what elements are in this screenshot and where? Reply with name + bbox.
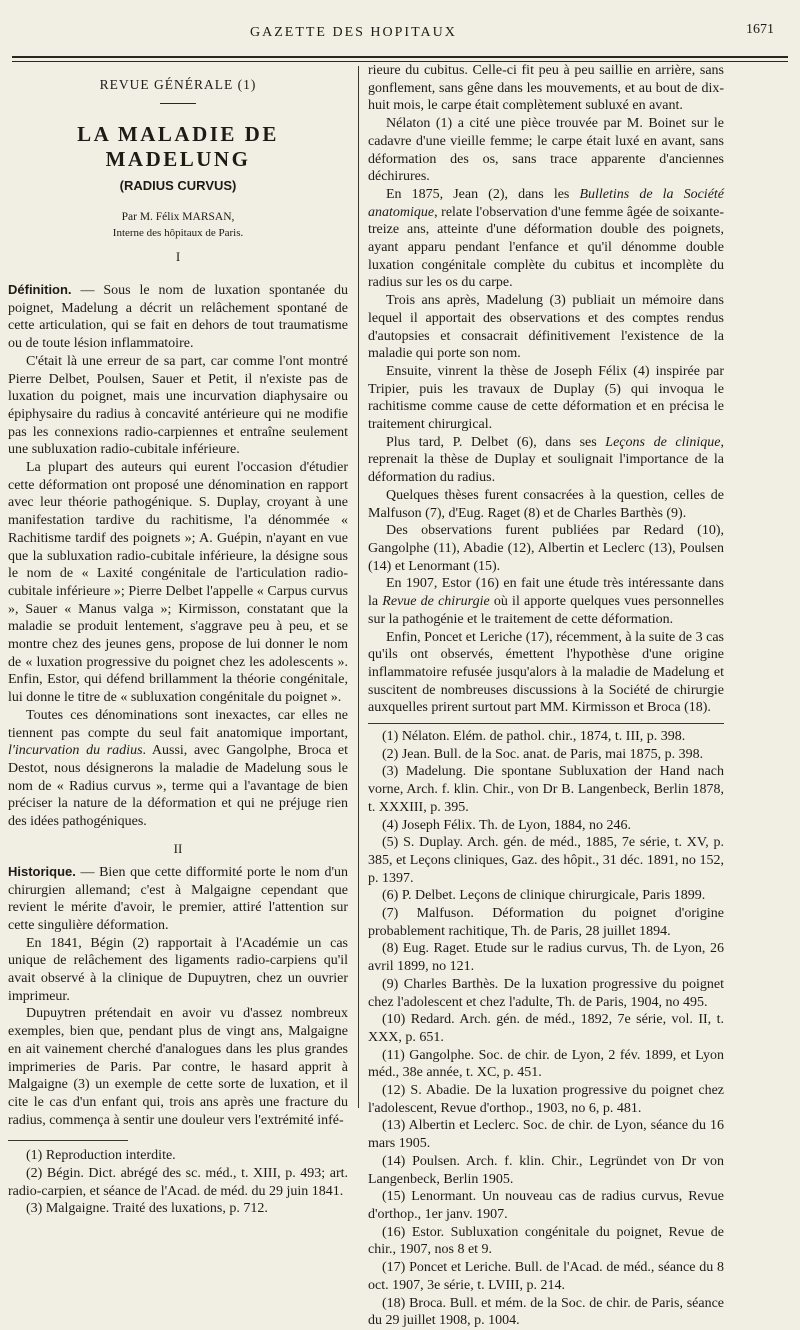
paragraph: Ensuite, vinrent la thèse de Joseph Félix (4) inspirée par Tripier, puis les travaux de Duplay (5) qui invoqua le rachitisme comme cause de cette déformation et en précisa le traitement chirurgical.	[368, 363, 724, 433]
footnote: (18) Broca. Bull. et mém. de la Soc. de chir. de Paris, séance du 29 juillet 1908, p. 1004.	[368, 1295, 724, 1329]
paragraph: Dupuytren prétendait en avoir vu d'assez nombreux exemples, bien que, pendant plus de vingt ans, Malgaigne en ait vainement cherché d'analogues dans les plus grandes imprimeries de Paris. Par contre, le hasard apprit à Malgaigne (3) un exemple de cette sorte de luxation, et il cite le cas d'un enfant qui, trois ans après une fracture du radius, commença à sentir une douleur vers l'extrémité infé-	[8, 1006, 348, 1128]
page-header	[0, 22, 800, 44]
footnote: (5) S. Duplay. Arch. gén. de méd., 1885, 7e série, t. XV, p. 385, et Leçons cliniques, Gaz. des hôpit., 31 déc. 1891, no 152, p. 1397.	[368, 835, 724, 886]
footnote: (12) S. Abadie. De la luxation progressive du poignet chez l'adolescent, Revue d'orthop., 1903, no 6, p. 481.	[368, 1083, 724, 1116]
footnotes-left	[8, 1147, 348, 1218]
paragraph: La plupart des auteurs qui eurent l'occasion d'étudier cette déformation ont proposé une dénomination en rapport avec leur théorie pathogénique. S. Duplay, croyant à une manifestation tardive du rachitisme, l'a dénommée « Rachitisme tardif des poignets »; A. Guépin, n'ayant en vue que la subluxation radio-cubitale inférieure, la désigne sous le nom de « Laxité congénitale de l'articulation radio-cubitale inférieure »; Pierre Delbet l'appelle « Carpus curvus », Sauer « Manus valga »; Kirmisson, constatant que la maladie se produit lentement, s'aggrave peu à peu, et se montre chez des jeunes gens, propose de lui donner le nom de « luxation progressive du poignet chez les adolescents ». Enfin, Estor, qui défend brillamment la théorie congénitale, lui donne le titre de « subluxation congénitale du poignet ».	[8, 460, 348, 706]
column-divider	[358, 66, 359, 1108]
paragraph: En 1841, Bégin (2) rapportait à l'Académie un cas unique de relâchement des ligaments radio-carpiens qu'il avait observé à la clinique de Dupuytren, chez un ouvrier imprimeur.	[8, 935, 348, 1004]
footnote: (6) P. Delbet. Leçons de clinique chirurgicale, Paris 1899.	[382, 888, 706, 904]
footnote: (11) Gangolphe. Soc. de chir. de Lyon, 2 fév. 1899, et Lyon méd., 38e année, t. XC, p. 451.	[368, 1047, 724, 1081]
paragraph: Enfin, Poncet et Leriche (17), récemment, à la suite de 3 cas qu'ils ont observés, émettent l'hypothèse d'une origine inflammatoire refusée jusqu'alors à la maladie de Madelung et suscitent de nombreuses discussions à la Société de chirurgie auxquelles prirent surtout part MM. Kirmisson et Broca (18).	[368, 629, 724, 716]
part-one-numeral: I	[175, 249, 181, 264]
footnote: (3) Madelung. Die spontane Subluxation der Hand nach vorne, Arch. f. klin. Chir., von Dr B. Langenbeck, Berlin 1878, t. XXXIII, p. 395.	[368, 764, 724, 815]
paragraph: En 1875, Jean (2), dans les Bulletins de la Société anatomique, relate l'observation d'une femme âgée de soixante-treize ans, atteinte d'une déformation double des poignets, ayant apparu pendant l'enfance et qu'il dénomme double luxation congénitale complète du cubitus et incomplète du radius sur les os du carpe.	[368, 186, 725, 291]
footnote: (17) Poncet et Leriche. Bull. de l'Acad. de méd., séance du 8 oct. 1907, 3e série, t. LVIII, p. 214.	[368, 1260, 724, 1293]
title-divider	[160, 103, 196, 104]
footnote: (10) Redard. Arch. gén. de méd., 1892, 7e série, vol. II, t. XXX, p. 651.	[368, 1012, 724, 1045]
paragraph: Trois ans après, Madelung (3) publiait un mémoire dans lequel il apportait des observations et des comptes rendus d'autopsies et consacrait définitivement l'existence de la maladie qui porte son nom.	[368, 293, 724, 362]
page-number: 1671	[746, 22, 774, 37]
author-affiliation: Interne des hôpitaux de Paris.	[112, 227, 244, 239]
footnote: (13) Albertin et Leclerc. Soc. de chir. de Lyon, séance du 16 mars 1905.	[368, 1118, 724, 1152]
paragraph: Toutes ces dénominations sont inexactes, car elles ne tiennent pas compte du seul fait anatomique important, l'incurvation du radius. Aussi, avec Gangolphe, Broca et Destot, nous désignerons la maladie de Madelung sous le nom de « Radius curvus », terme qui a l'avantage de bien préciser la nature de la déformation et qui ne préjuge rien des idées pathogéniques.	[8, 707, 348, 830]
footnotes-right	[368, 728, 724, 1330]
article-title: LA MALADIE DE MADELUNG	[77, 122, 279, 171]
running-title: GAZETTE DES HOPITAUX	[250, 25, 457, 40]
paragraph: Des observations furent publiées par Redard (10), Gangolphe (11), Abadie (12), Albertin et Leclerc (13), Poulsen (14) et Lenormant (15).	[368, 523, 724, 574]
left-column	[8, 66, 348, 1218]
article-subtitle: (RADIUS CURVUS)	[119, 178, 237, 193]
footnote: (7) Malfuson. Déformation du poignet d'origine probablement rachitique, Th. de Paris, 28 juillet 1894.	[368, 906, 724, 939]
footnote: (4) Joseph Félix. Th. de Lyon, 1884, no 246.	[382, 817, 632, 833]
paragraph: Quelques thèses furent consacrées à la question, celles de Malfuson (7), d'Eug. Raget (8) et de Charles Barthès (9).	[368, 487, 724, 521]
right-column	[368, 62, 724, 1330]
footnote: (2) Bégin. Dict. abrégé des sc. méd., t. XIII, p. 493; art. radio-carpien, et séance de l'Acad. de méd. du 29 juin 1841.	[8, 1166, 348, 1199]
paragraph: Plus tard, P. Delbet (6), dans ses Leçons de clinique, reprenait la thèse de Duplay et soulignait l'importance de la déformation du radius.	[368, 434, 724, 486]
footnote: (1) Nélaton. Elém. de pathol. chir., 1874, t. III, p. 398.	[382, 729, 686, 745]
footnote: (15) Lenormant. Un nouveau cas de radius curvus, Revue d'orthop., 1er janv. 1907.	[368, 1189, 724, 1222]
footnote: (14) Poulsen. Arch. f. klin. Chir., Legründet von Dr von Langenbeck, Berlin 1905.	[368, 1153, 724, 1187]
footnote: (2) Jean. Bull. de la Soc. anat. de Paris, mai 1875, p. 398.	[382, 746, 704, 762]
footnote-rule	[368, 723, 724, 724]
paragraph: En 1907, Estor (16) en fait une étude très intéressante dans la Revue de chirurgie où il apporte quelques vues personnelles sur la pathogénie et le traitement de cette déformation.	[368, 576, 724, 627]
header-rule-thick	[12, 56, 788, 58]
footnote: (9) Charles Barthès. De la luxation progressive du poignet chez l'adolescent et chez l'adulte, Th. de Paris, 1904, no 495.	[368, 976, 724, 1010]
footnote: (1) Reproduction interdite.	[26, 1148, 176, 1164]
footnote: (3) Malgaigne. Traité des luxations, p. 712.	[26, 1201, 268, 1217]
paragraph: Nélaton (1) a cité une pièce trouvée par M. Boinet sur le cadavre d'une vieille femme; le carpe était luxé en avant, sans déformation des os, sans trace apparente d'anciennes déchirures.	[368, 116, 724, 185]
section-label: REVUE GÉNÉRALE (1)	[99, 77, 257, 92]
paragraph-definition: Définition. — Sous le nom de luxation spontanée du poignet, Madelung a décrit un relâchement spontané de cette articulation, qui se fait en dehors de tout traumatisme ou de toute lésion inflammatoire.	[8, 282, 348, 352]
footnote: (8) Eug. Raget. Etude sur le radius curvus, Th. de Lyon, 26 avril 1899, no 121.	[368, 941, 724, 975]
footnote-rule	[8, 1140, 128, 1141]
paragraph: C'était là une erreur de sa part, car comme l'ont montré Pierre Delbet, Poulsen, Sauer et Petit, il n'existe pas de luxation du poignet, mais une incurvation diaphysaire ou épiphysaire du radius à concavité antérieure qui ne modifie pas les connexions radio-carpiennes et entraîne seulement une subluxation radio-cubitale inférieure.	[8, 353, 348, 458]
paragraph-historique: Historique. — Bien que cette difformité porte le nom d'un chirurgien allemand; c'est à Malgaigne cependant que revient le mérite d'avoir, le premier, attiré l'attention sur cette singulière déformation.	[8, 863, 348, 933]
definition-heading: Définition.	[8, 282, 72, 297]
historique-heading: Historique.	[8, 863, 76, 879]
paragraph: rieure du cubitus. Celle-ci fit peu à peu saillie en arrière, sans gonflement, sans gêne dans les mouvements, et au bout de dix-huit mois, le carpe était complètement subluxé en avant.	[368, 63, 724, 114]
footnote: (16) Estor. Subluxation congénitale du poignet, Revue de chir., 1907, nos 8 et 9.	[368, 1224, 724, 1258]
article-author: Par M. Félix MARSAN,	[121, 211, 235, 223]
part-two-numeral: II	[173, 840, 183, 856]
